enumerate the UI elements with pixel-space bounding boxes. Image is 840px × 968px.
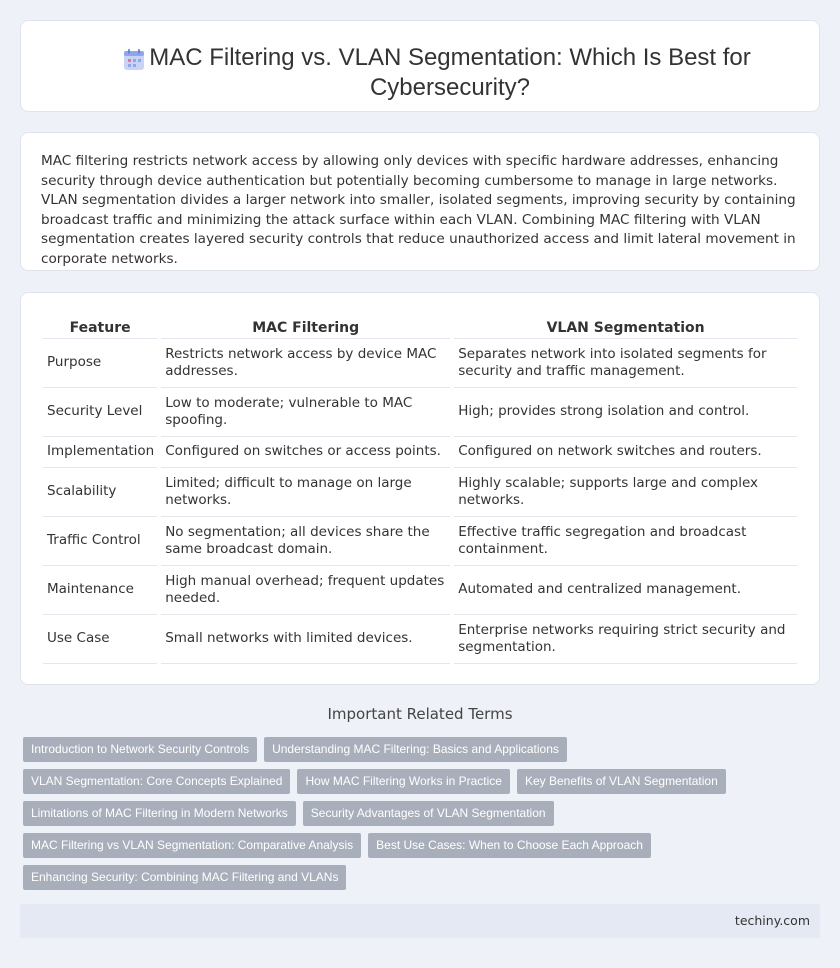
vlan-segmentation-cell: Automated and centralized management. [454,566,797,615]
table-row [43,468,797,517]
vlan-segmentation-cell: Separates network into isolated segments for security and traffic management. [454,339,797,388]
related-term-tag[interactable]: How MAC Filtering Works in Practice [297,769,510,794]
related-term-tag[interactable]: Security Advantages of VLAN Segmentation [303,801,554,826]
vlan-segmentation-cell: Effective traffic segregation and broadcast containment. [454,517,797,566]
table-row [43,566,797,615]
feature-cell: Purpose [43,339,157,388]
table-row [43,615,797,664]
column-header-feature: Feature [43,313,157,339]
table-row [43,517,797,566]
table-row [43,437,797,468]
related-term-tag[interactable]: Limitations of MAC Filtering in Modern Networks [23,801,296,826]
feature-cell: Security Level [43,388,157,437]
intro-card [20,132,820,271]
related-term-tag[interactable]: Introduction to Network Security Controls [23,737,257,762]
vlan-segmentation-cell: Configured on network switches and routers. [454,437,797,468]
related-term-tag[interactable]: Enhancing Security: Combining MAC Filtering and VLANs [23,865,346,890]
footer-site-link[interactable]: techiny.com [734,913,810,928]
related-terms-heading: Important Related Terms [327,705,513,723]
mac-filtering-cell: Small networks with limited devices. [161,615,450,664]
related-term-tag[interactable]: VLAN Segmentation: Core Concepts Explained [23,769,290,794]
table-header-row [43,313,797,339]
feature-cell: Traffic Control [43,517,157,566]
mac-filtering-cell: Restricts network access by device MAC addresses. [161,339,450,388]
mac-filtering-cell: Configured on switches or access points. [161,437,450,468]
comparison-card [20,292,820,685]
mac-filtering-cell: High manual overhead; frequent updates needed. [161,566,450,615]
feature-cell: Scalability [43,468,157,517]
vlan-segmentation-cell: Highly scalable; supports large and complex networks. [454,468,797,517]
related-term-tag[interactable]: MAC Filtering vs VLAN Segmentation: Comparative Analysis [23,833,361,858]
comparison-table [39,313,801,664]
related-term-tag[interactable]: Understanding MAC Filtering: Basics and Applications [264,737,567,762]
feature-cell: Use Case [43,615,157,664]
mac-filtering-cell: Low to moderate; vulnerable to MAC spoofing. [161,388,450,437]
intro-paragraph: MAC filtering restricts network access by allowing only devices with specific hardware addresses, enhancing security through device authentication but potentially becoming cumbersome to manage in large networks. VLAN segmentation divides a larger network into smaller, isolated segments, improving security by containing broadcast traffic and minimizing the attack surface within each VLAN. Combining MAC filtering with VLAN segmentation creates layered security controls that reduce unauthorized access and limit lateral movement in corporate networks. [41,153,796,267]
mac-filtering-cell: Limited; difficult to manage on large networks. [161,468,450,517]
vlan-segmentation-cell: High; provides strong isolation and control. [454,388,797,437]
table-row [43,388,797,437]
mac-filtering-cell: No segmentation; all devices share the same broadcast domain. [161,517,450,566]
feature-cell: Implementation [43,437,157,468]
related-term-tag[interactable]: Best Use Cases: When to Choose Each Approach [368,833,651,858]
feature-cell: Maintenance [43,566,157,615]
table-row [43,339,797,388]
related-term-tag[interactable]: Key Benefits of VLAN Segmentation [517,769,726,794]
title-card [20,20,820,112]
vlan-segmentation-cell: Enterprise networks requiring strict security and segmentation. [454,615,797,664]
related-terms-tags [23,737,803,897]
column-header-mac-filtering: MAC Filtering [161,313,450,339]
footer [20,904,820,938]
column-header-vlan-segmentation: VLAN Segmentation [454,313,797,339]
page-title: MAC Filtering vs. VLAN Segmentation: Which Is Best for Cybersecurity? [149,44,751,101]
